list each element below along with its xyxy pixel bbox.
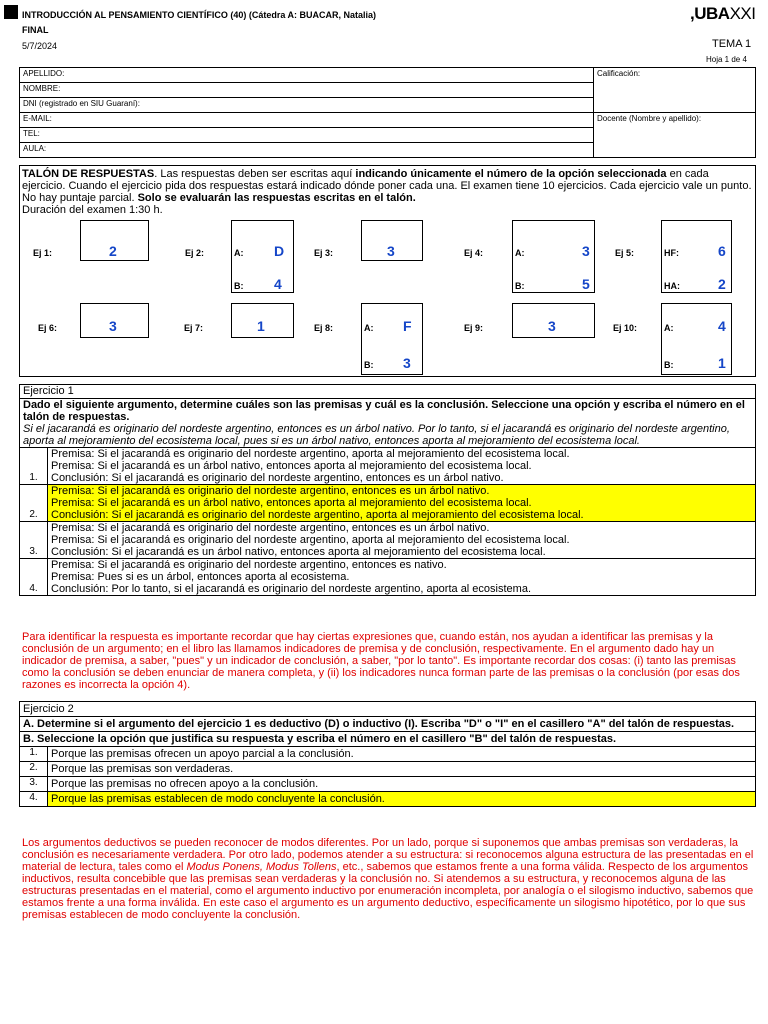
dni-field[interactable]: DNI (registrado en SIU Guaraní): <box>20 98 594 113</box>
option-line: Conclusión: Si el jacarandá es originario del nordeste argentino, entonces es un árbol nativo. <box>51 472 504 484</box>
tema-label: TEMA 1 <box>712 38 752 50</box>
ej1-option-2-selected[interactable] <box>20 485 755 522</box>
ej1-label: Ej 1: <box>33 248 53 258</box>
answer-sheet-instructions: TALÓN DE RESPUESTAS. Las respuestas deben ser escritas aquí indicando únicamente el número de la opción seleccionada en cada ejercicio. Cuando el ejercicio pida dos respuestas estará indicado dónde poner cada una. El examen tiene 10 ejercicios. Cada ejercicio vale un punto. No hay puntaje parcial. Solo se evaluarán las respuestas escritas en el talón. Duración del examen 1:30 h. <box>22 168 752 216</box>
ej2-b-answer: 4 <box>274 276 282 292</box>
exam-type: FINAL <box>22 25 49 35</box>
option-number: 4. <box>20 559 48 595</box>
ej1-option-1[interactable] <box>20 448 755 485</box>
ej8-b-answer: 3 <box>403 355 411 371</box>
ej6-answer: 3 <box>109 318 117 334</box>
ej6-label: Ej 6: <box>38 323 58 333</box>
option-body <box>48 448 755 484</box>
ej2-a-label: A: <box>234 248 244 258</box>
ej10-b-answer: 1 <box>718 355 726 371</box>
option-line: Premisa: Si el jacarandá es un árbol nativo, entonces aporta al mejoramiento del ecosistema local. <box>51 497 532 509</box>
ej1-prompt: Dado el siguiente argumento, determine cuáles son las premisas y cuál es la conclusión. Seleccione una opción y escriba el número en el talón de respuestas. <box>23 399 745 423</box>
nombre-field[interactable]: NOMBRE: <box>20 83 594 98</box>
ej8-b-label: B: <box>364 360 374 370</box>
ej2-option-4-selected[interactable] <box>20 792 755 806</box>
ej1-answer: 2 <box>109 243 117 259</box>
ej2-option-1[interactable] <box>20 747 755 762</box>
student-info-table <box>19 67 756 158</box>
ej10-label: Ej 10: <box>613 323 638 333</box>
option-body: Porque las premisas no ofrecen apoyo a la conclusión. <box>51 778 319 790</box>
option-line: Premisa: Si el jacarandá es originario del nordeste argentino, entonces es un árbol nativo. <box>51 522 490 534</box>
ej1-option-3[interactable] <box>20 522 755 559</box>
option-line: Premisa: Si el jacarandá es originario del nordeste argentino, entonces es nativo. <box>51 559 447 571</box>
ej10-b-label: B: <box>664 360 674 370</box>
ej4-a-label: A: <box>515 248 525 258</box>
ej4-a-answer: 3 <box>582 243 590 259</box>
option-number: 4. <box>20 792 48 806</box>
ej5-label: Ej 5: <box>615 248 635 258</box>
ej10-a-label: A: <box>664 323 674 333</box>
ej2-a-answer: D <box>274 243 285 259</box>
ej2-b-label: B: <box>234 281 244 291</box>
uba-xxi-logo: ,UBAXXI <box>690 4 756 23</box>
ej4-label: Ej 4: <box>464 248 484 258</box>
header-marker <box>4 5 18 19</box>
option-body: Porque las premisas ofrecen un apoyo parcial a la conclusión. <box>51 748 354 760</box>
ej2-part-b: B. Seleccione la opción que justifica su respuesta y escriba el número en el casillero "B" del talón de respuestas. <box>20 732 755 747</box>
ej5-hf-label: HF: <box>664 248 679 258</box>
page-indicator: Hoja 1 de 4 <box>706 55 747 64</box>
ejercicio-1 <box>19 384 756 596</box>
option-line: Premisa: Pues si es un árbol, entonces aporta al ecosistema. <box>51 571 350 583</box>
option-number: 2. <box>20 485 48 521</box>
ej1-option-4[interactable] <box>20 559 755 595</box>
ej8-label: Ej 8: <box>314 323 334 333</box>
ej10-a-answer: 4 <box>718 318 726 334</box>
ej3-answer: 3 <box>387 243 395 259</box>
ej4-b-answer: 5 <box>582 276 590 292</box>
exam-date: 5/7/2024 <box>22 41 58 51</box>
ej5-hf-answer: 6 <box>718 243 726 259</box>
option-number: 2. <box>20 762 48 776</box>
course-title: INTRODUCCIÓN AL PENSAMIENTO CIENTÍFICO (40) (Cátedra A: BUACAR, Natalia) <box>22 10 377 20</box>
apellido-field[interactable]: APELLIDO: <box>20 68 594 83</box>
ej2-title: Ejercicio 2 <box>20 702 755 717</box>
email-field[interactable]: E-MAIL: <box>20 113 594 128</box>
option-line: Premisa: Si el jacarandá es originario del nordeste argentino, entonces es un árbol nativo. <box>51 485 490 497</box>
ej2-label: Ej 2: <box>185 248 205 258</box>
ej7-label: Ej 7: <box>184 323 204 333</box>
ej5-ha-label: HA: <box>664 281 680 291</box>
ej2-option-3[interactable] <box>20 777 755 792</box>
option-number: 3. <box>20 777 48 791</box>
ej2-part-a: A. Determine si el argumento del ejercicio 1 es deductivo (D) o inductivo (I). Escriba "D" o "I" en el casillero "A" del talón de respuestas. <box>20 717 755 732</box>
option-line: Conclusión: Si el jacarandá es originario del nordeste argentino, aporta al mejoramiento del ecosistema local. <box>51 509 584 521</box>
ej8-a-label: A: <box>364 323 374 333</box>
option-line: Conclusión: Por lo tanto, si el jacarandá es originario del nordeste argentino, aporta al ecosistema. <box>51 583 531 595</box>
option-number: 1. <box>20 448 48 484</box>
ej2-explanation: Los argumentos deductivos se pueden reconocer de modos diferentes. Por un lado, porque si suponemos que ambas premisas son verdaderas, la conclusión es necesariamente verdadera. Por otro lado, podemos atender a su estructura: si reconocemos alguna estructura de las presentadas en el material de lectura, tales como el Modus Ponens, Modus Tollens, etc., sabemos que estamos frente a una forma válida. Respecto de los argumentos inductivos, resulta concebible que las premisas sean verdaderas y la conclusión no. Si atendemos a su estructura, y reconocemos alguna de las estructuras presentadas en el material, como el argumento inductivo por enumeración incompleta, por analogía o el silogismo inductivo, sabemos que estamos frente a una forma inválida. En este caso el argumento es un argumento deductivo, específicamente un silogismo hipotético, por lo que sus premisas establecen de modo concluyente la conclusión. <box>22 837 754 921</box>
ej9-label: Ej 9: <box>464 323 484 333</box>
option-number: 1. <box>20 747 48 761</box>
calificacion-field[interactable]: Calificación: <box>594 68 756 113</box>
option-body <box>48 559 755 595</box>
ej5-ha-answer: 2 <box>718 276 726 292</box>
option-line: Premisa: Si el jacarandá es originario del nordeste argentino, aporta al mejoramiento del ecosistema local. <box>51 448 570 460</box>
tel-field[interactable]: TEL: <box>20 128 594 143</box>
ej8-a-answer: F <box>403 318 412 334</box>
option-line: Conclusión: Si el jacarandá es un árbol nativo, entonces aporta al mejoramiento del ecosistema local. <box>51 546 546 558</box>
ej1-argument: Si el jacarandá es originario del nordeste argentino, entonces es un árbol nativo. Por lo tanto, si el jacarandá es originario del nordeste argentino, aporta al mejoramiento del ecosistema local, pues si es un árbol nativo, entonces aporta al mejoramiento del ecosistema local. <box>23 423 730 447</box>
docente-field[interactable]: Docente (Nombre y apellido): <box>594 113 756 158</box>
ej9-answer: 3 <box>548 318 556 334</box>
ej1-explanation: Para identificar la respuesta es importante recordar que hay ciertas expresiones que, cuando están, nos ayudan a identificar las premisas y la conclusión de un argumento; en el libro las llamamos indicadores de premisa y de conclusión, respectivamente. En el argumento dado hay un indicador de premisa, a saber, "pues" y un indicador de conclusión, a saber, "por lo tanto". Es importante recordar dos cosas: (i) tanto las premisas como la conclusión se deben enunciar de manera completa, y (ii) los indicadores nunca forman parte de las premisas o la conclusión (por esas dos razones es incorrecta la opción 4). <box>22 631 740 691</box>
option-line: Premisa: Si el jacarandá es originario del nordeste argentino, aporta al mejoramiento del ecosistema local. <box>51 534 570 546</box>
ej4-b-label: B: <box>515 281 525 291</box>
ej1-title: Ejercicio 1 <box>20 385 755 399</box>
aula-field[interactable]: AULA: <box>20 143 594 158</box>
option-body: Porque las premisas establecen de modo concluyente la conclusión. <box>48 792 755 806</box>
option-body <box>48 522 755 558</box>
option-number: 3. <box>20 522 48 558</box>
ej1-prompt-row <box>20 399 755 448</box>
ej2-option-2[interactable] <box>20 762 755 777</box>
ej7-answer: 1 <box>257 318 265 334</box>
ej3-label: Ej 3: <box>314 248 334 258</box>
option-body <box>48 485 755 521</box>
ejercicio-2 <box>19 701 756 807</box>
option-line: Premisa: Si el jacarandá es un árbol nativo, entonces aporta al mejoramiento del ecosistema local. <box>51 460 532 472</box>
option-body: Porque las premisas son verdaderas. <box>51 763 234 775</box>
